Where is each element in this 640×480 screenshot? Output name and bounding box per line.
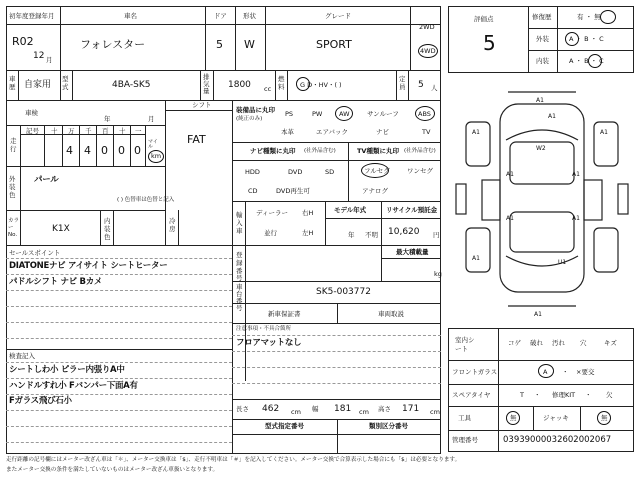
selling-line-2: パドルシフト ナビ Bカメ (9, 277, 103, 287)
navi-dvd-play: DVD再生可 (276, 187, 310, 195)
warranty-new: 新車保証書 (268, 310, 301, 318)
mileage-digit-2: 0 (101, 144, 108, 157)
notes-label: 注意事項・不具合箇所 (236, 326, 292, 332)
import-left: 左H (302, 229, 314, 237)
import-parallel: 並行 (264, 229, 277, 237)
import-label: 輸入車 (236, 211, 243, 235)
color-label: 外装色 (9, 175, 16, 199)
mileage-head-0: 記号 (26, 127, 39, 135)
mark-6: A1 (506, 215, 514, 222)
mile-label: マイル (148, 139, 158, 150)
spare-2: 修理KIT (552, 391, 576, 399)
spare-label: スペアタイヤ (452, 391, 491, 399)
mileage-head-6: 一 (135, 127, 142, 135)
length-label: 長さ (236, 405, 249, 413)
navi-sd: SD (325, 168, 335, 176)
mark-5: A1 (572, 171, 580, 178)
selling-line-1: DIATONEナビ アイサイト シートヒーター (9, 261, 168, 271)
color-note: ( ) 色替車は色替と記入 (117, 197, 175, 203)
tools-value: 無 (510, 414, 517, 422)
tv-oneseg: ワンセグ (407, 167, 433, 175)
width-unit: cm (359, 408, 369, 416)
width-label: 幅 (312, 405, 319, 413)
recycle-value: 10,620 (388, 227, 420, 237)
mileage-digit-3: 0 (118, 144, 125, 157)
use-label: 車歴 (9, 75, 16, 91)
score-label: 評価点 (474, 15, 494, 23)
mark-4: A1 (506, 171, 514, 178)
mark-11: A1 (534, 311, 542, 318)
drive-2wd: 2WD (419, 23, 435, 31)
seat-1: 破れ (530, 339, 543, 347)
model-year-label: モデル年式 (334, 206, 367, 214)
seat-2: 汚れ (552, 339, 565, 347)
height-value: 171 (402, 404, 420, 414)
navi-hdd: HDD (245, 168, 260, 176)
equip-navi: ナビ (376, 128, 389, 136)
exterior-label: 外装 (536, 35, 549, 43)
roof-label: 冷房 (169, 217, 176, 233)
grade-label: グレード (325, 12, 351, 20)
glass-0: A (543, 368, 548, 376)
mark-10: U1 (558, 259, 567, 266)
navi-cd: CD (248, 187, 258, 195)
mark-3: A1 (600, 129, 608, 136)
spare-0: T (520, 391, 524, 399)
recycle-label: リサイクル預託金 (386, 206, 438, 214)
door-label: ドア (214, 12, 227, 20)
max-load-unit: kg (434, 270, 442, 278)
use-value: 自家用 (24, 80, 52, 90)
mileage-head-1: 十 (51, 127, 58, 135)
seat-3: 穴 (580, 339, 587, 347)
interior-label: 内装 (536, 57, 549, 65)
model-label: 型式 (62, 75, 69, 91)
equip-pw: PW (312, 110, 323, 118)
drive-4wd: 4WD (420, 47, 436, 55)
color-code-label: カラーNo. (8, 218, 20, 239)
spare-1: ・ (534, 391, 541, 399)
tv-analog: アナログ (362, 187, 388, 195)
equip-abs: ABS (418, 110, 431, 118)
cap-label: 定員 (399, 75, 406, 91)
fuel-options: G D・HV・( ) (300, 81, 342, 89)
glass-1: ・ (562, 368, 569, 376)
chassis-value: SK5-003772 (316, 287, 371, 297)
model-year-year: 年 (348, 231, 355, 239)
spare-3: ・ (585, 391, 592, 399)
reg-month: 12 (33, 51, 45, 61)
jack-value: 無 (601, 414, 608, 422)
class-label: 類別区分番号 (369, 422, 408, 430)
height-label: 高さ (378, 405, 391, 413)
mileage-digit-4: 0 (134, 144, 141, 157)
length-value: 462 (262, 404, 280, 414)
navi-label: ナビ種類に丸印 (250, 147, 296, 155)
equip-tv: TV (422, 128, 431, 136)
repair-value: 有 ・ 無 (577, 13, 601, 21)
shape-value: W (244, 38, 255, 51)
manage-label: 管理番号 (452, 436, 478, 444)
reg-month-unit: 月 (46, 56, 53, 64)
equip-airbag: エアバック (316, 128, 348, 136)
notes-line: フロアマットなし (236, 338, 302, 348)
equip-sunroof: サンルーフ (367, 110, 399, 118)
glass-label: フロントガラス (452, 368, 498, 376)
reg-value: R02 (12, 35, 34, 48)
equip-ps: PS (285, 110, 294, 118)
navi-sub: (社外品含む) (304, 148, 336, 154)
length-unit: cm (291, 408, 301, 416)
footer-line-2: またメーター交換の条件を満たしていないものはメーター改ざん車扱いとなります。 (6, 467, 219, 473)
reg-label: 初年度登録年月 (9, 12, 55, 20)
mark-2: A1 (472, 129, 480, 136)
door-value: 5 (216, 38, 223, 51)
mark-8: A1 (472, 255, 480, 262)
spare-4: 欠 (606, 391, 613, 399)
shape-label: 形状 (243, 12, 256, 20)
disp-label: 排気量 (203, 73, 210, 96)
name-value: フォレスター (80, 38, 146, 51)
shift-value: FAT (187, 133, 206, 146)
remarks-line-1: シートしわ小 ピラー内張りA中 (9, 365, 125, 375)
warranty-manual: 車両取説 (378, 310, 404, 318)
mileage-unit: km (151, 152, 162, 160)
equip-aw: AW (339, 110, 350, 118)
seat-label: 室内シート (455, 336, 475, 354)
inspection-year: 年 (104, 115, 111, 123)
mileage-head-2: 万 (68, 127, 75, 135)
mileage-head-5: 十 (119, 127, 126, 135)
seat-0: コゲ (508, 339, 521, 347)
inspection-label: 車検 (25, 109, 38, 117)
disp-unit: cc (264, 85, 272, 93)
color-code-value: K1X (52, 224, 70, 234)
interior-color-label: 内装色 (104, 217, 111, 241)
inspection-month: 月 (148, 115, 155, 123)
mileage-head-4: 百 (102, 127, 109, 135)
cap-unit: 人 (431, 84, 438, 92)
mileage-label: 走行 (10, 137, 17, 153)
remarks-line-3: Fガラス飛び石小 (9, 396, 72, 406)
mark-9: W2 (536, 145, 546, 152)
import-right: 右H (302, 209, 314, 217)
equipment-label: 装備品に丸印 (236, 106, 275, 114)
max-load-label: 最大積載量 (396, 248, 429, 256)
mark-0: A1 (536, 97, 544, 104)
repair-label: 修復歴 (532, 13, 552, 21)
cap-value: 5 (418, 80, 424, 90)
type-spec-label: 型式指定番号 (265, 422, 304, 430)
interior-value: A ・ B ・ C (569, 57, 604, 65)
selling-label: セールスポイント (9, 249, 61, 257)
grade-value: SPORT (316, 38, 352, 51)
manage-value: 03939000032602002067 (503, 435, 612, 445)
name-label: 車名 (124, 12, 137, 20)
car-damage-diagram (448, 80, 634, 325)
navi-dvd: DVD (288, 168, 303, 176)
disp-value: 1800 (228, 80, 251, 90)
chassis-label: 車台番号 (236, 283, 243, 313)
repair-circle (600, 10, 616, 24)
shift-label: シフト (192, 101, 212, 109)
equip-leather: 本革 (281, 128, 294, 136)
remarks-line-2: ハンドルすれ小 Fバンパー下面A有 (9, 381, 138, 391)
interior-circle (588, 54, 602, 68)
tools-label: 工具 (458, 414, 471, 422)
mileage-digit-1: 4 (84, 144, 91, 157)
fuel-label: 燃料 (278, 75, 285, 91)
tv-fullseg: フルセグ (364, 167, 390, 175)
mark-7: A1 (572, 215, 580, 222)
width-value: 181 (334, 404, 352, 414)
model-value: 4BA-SK5 (112, 80, 151, 90)
exterior-value: A ・ B ・ C (569, 35, 604, 43)
score-value: 5 (483, 31, 496, 55)
height-unit: cm (430, 408, 440, 416)
color-value: パール (34, 175, 59, 185)
mileage-head-3: 千 (85, 127, 92, 135)
tv-sub: (社外品含む) (404, 148, 436, 154)
recycle-unit: 円 (433, 231, 440, 239)
mark-1: A1 (548, 113, 556, 120)
exterior-circle (565, 32, 579, 46)
reg-no-label: 登録番号 (236, 251, 243, 283)
import-dealer: ディーラー (256, 209, 288, 217)
footer-line-1: 走行距離の記号欄にはメーター改ざん車は「＊」、メーター交換車は「$」、走行不明車は「＃」を記入してください。メーター交換で合算表示した場合にも「$」は必要となります。 (6, 457, 461, 463)
jack-label: ジャッキ (543, 414, 569, 422)
mileage-digit-0: 4 (66, 144, 73, 157)
tv-label: TV種類に丸印 (357, 147, 399, 155)
equipment-sub: (純正のみ) (236, 116, 263, 122)
remarks-label: 検査記入 (9, 352, 35, 360)
glass-2: ×要交 (576, 368, 595, 376)
seat-4: キズ (604, 339, 617, 347)
model-year-unknown: 不明 (365, 231, 378, 239)
